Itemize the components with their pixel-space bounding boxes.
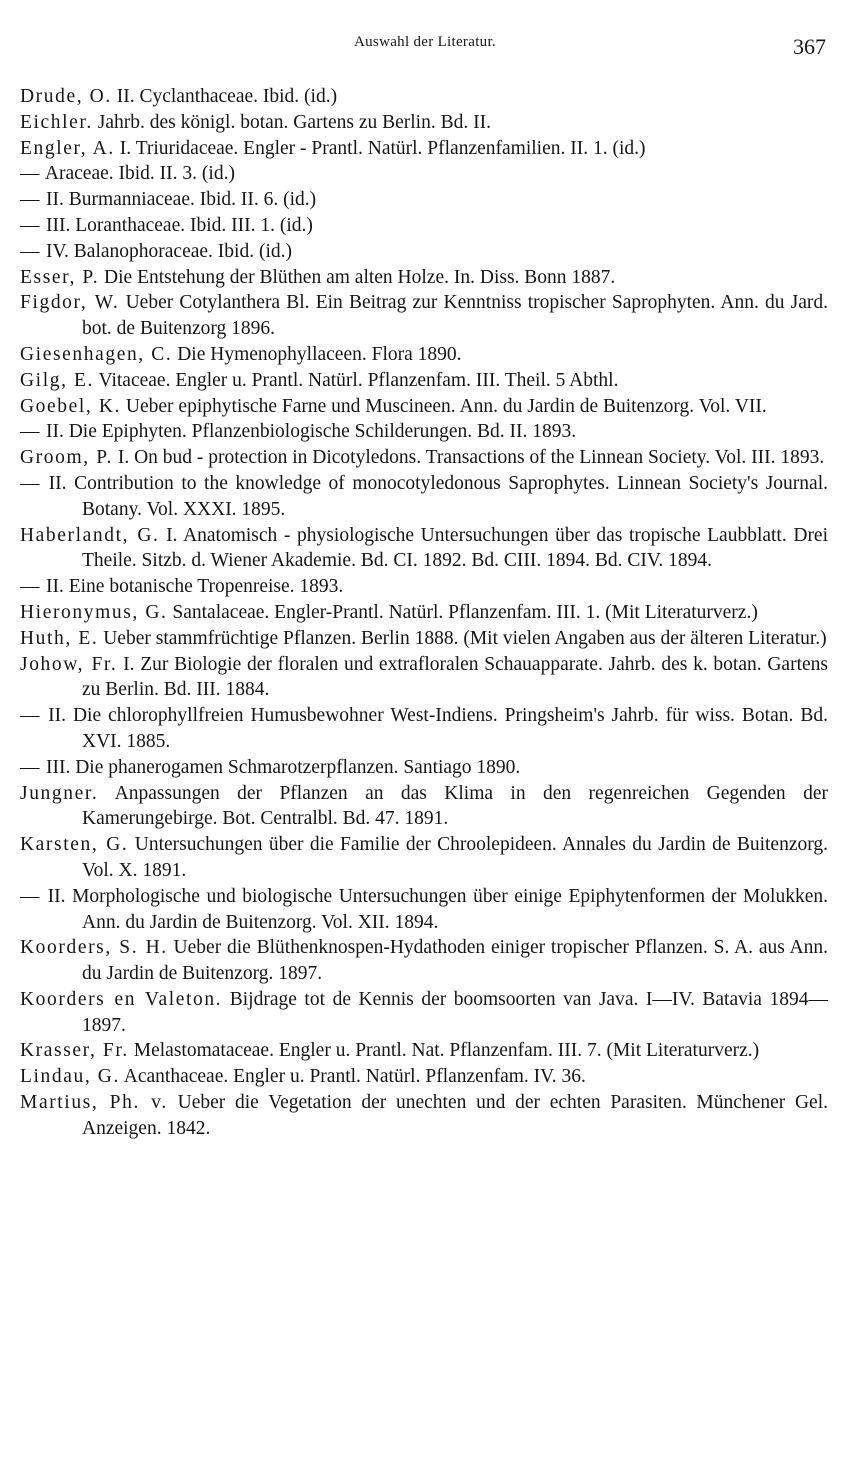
- entry-text: Santalaceae. Engler-Prantl. Natürl. Pflanzenfam. III. 1. (Mit Literaturverz.): [172, 601, 758, 623]
- bibliography-entry: [20, 755, 828, 781]
- bibliography-entry: [20, 1038, 828, 1064]
- entry-text: II. Die chlorophyllfreien Humusbewohner West-Indiens. Pringsheim's Jahrb. für wiss. Botan. Bd. XVI. 1885.: [48, 705, 828, 752]
- entry-author: Martius, Ph. v.: [20, 1092, 168, 1114]
- bibliography-entry: [20, 832, 828, 884]
- entry-author: —: [20, 472, 42, 494]
- entry-text: Ueber Cotylanthera Bl. Ein Beitrag zur Kenntniss tropischer Saprophyten. Ann. du Jard. bot. de Buitenzorg 1896.: [82, 292, 829, 340]
- bibliography-entry: [20, 600, 828, 626]
- entry-text: II. Eine botanische Tropenreise. 1893.: [45, 576, 344, 598]
- bibliography-entry: [20, 574, 828, 600]
- bibliography-entry: [20, 935, 828, 987]
- entry-author: —: [20, 756, 42, 778]
- entry-author: Goebel, K.: [20, 395, 122, 417]
- entry-author: Figdor, W.: [20, 292, 120, 314]
- bibliography-entry: [20, 703, 828, 755]
- bibliography-list: [20, 84, 828, 1142]
- bibliography-entry: [20, 626, 828, 652]
- entry-author: Lindau, G.: [20, 1066, 120, 1088]
- entry-author: Koorders en Valeton.: [20, 988, 223, 1010]
- bibliography-entry: [20, 342, 828, 368]
- entry-author: —: [20, 576, 42, 598]
- bibliography-entry: [20, 471, 828, 523]
- entry-text: I. On bud - protection in Dicotyledons. Transactions of the Linnean Society. Vol. III. 1893.: [117, 447, 825, 469]
- bibliography-entry: [20, 161, 828, 187]
- bibliography-entry: [20, 213, 828, 239]
- bibliography-entry: [20, 187, 828, 213]
- entry-text: Die Hymenophyllaceen. Flora 1890.: [177, 343, 462, 365]
- entry-text: Die Entstehung der Blüthen am alten Holze. In. Diss. Bonn 1887.: [104, 266, 616, 288]
- entry-text: Ueber die Vegetation der unechten und der echten Parasiten. Münchener Gel. Anzeigen. 1842.: [82, 1092, 829, 1139]
- entry-author: Haberlandt, G.: [20, 524, 160, 546]
- entry-text: IV. Balanophoraceae. Ibid. (id.): [45, 240, 292, 262]
- bibliography-entry: [20, 419, 828, 445]
- bibliography-entry: [20, 368, 828, 394]
- bibliography-entry: [20, 523, 828, 575]
- entry-author: Groom, P.: [20, 447, 113, 469]
- entry-text: II. Burmanniaceae. Ibid. II. 6. (id.): [45, 189, 317, 211]
- entry-author: Hieronymus, G.: [20, 601, 168, 623]
- entry-author: Eichler.: [20, 111, 93, 133]
- entry-author: Karsten, G.: [20, 834, 129, 856]
- entry-text: Vitaceae. Engler u. Prantl. Natürl. Pflanzenfam. III. Theil. 5 Abthl.: [98, 369, 619, 391]
- entry-text: I. Triuridaceae. Engler - Prantl. Natürl. Pflanzenfamilien. II. 1. (id.): [119, 137, 646, 159]
- bibliography-entry: [20, 110, 828, 136]
- entry-author: —: [20, 421, 42, 443]
- bibliography-entry: [20, 265, 828, 291]
- entry-text: II. Die Epiphyten. Pflanzenbiologische Schilderungen. Bd. II. 1893.: [45, 421, 577, 443]
- entry-text: Anpassungen der Pflanzen an das Klima in den regenreichen Gegenden der Kamerungebirge. Bot. Centralbl. Bd. 47. 1891.: [82, 782, 828, 830]
- entry-author: —: [20, 163, 42, 185]
- entry-text: II. Contribution to the knowledge of monocotyledonous Saprophytes. Linnean Society's Journal. Botany. Vol. XXXI. 1895.: [48, 472, 828, 520]
- bibliography-entry: [20, 987, 828, 1039]
- bibliography-entry: [20, 1064, 828, 1090]
- bibliography-entry: [20, 239, 828, 265]
- bibliography-entry: [20, 1090, 828, 1142]
- entry-text: Ueber epiphytische Farne und Muscineen. Ann. du Jardin de Buitenzorg. Vol. VII.: [125, 395, 767, 417]
- entry-text: Ueber die Blüthenknospen-Hydathoden einiger tropischer Pflanzen. S. A. aus Ann. du Jardin de Buitenzorg. 1897.: [82, 937, 828, 985]
- entry-text: Araceae. Ibid. II. 3. (id.): [44, 163, 235, 185]
- entry-author: Johow, Fr.: [20, 653, 118, 675]
- entry-author: Koorders, S. H.: [20, 937, 168, 959]
- entry-text: III. Die phanerogamen Schmarotzerpflanzen. Santiago 1890.: [45, 756, 521, 778]
- entry-text: II. Cyclanthaceae. Ibid. (id.): [116, 86, 338, 107]
- entry-author: —: [20, 240, 42, 262]
- entry-author: Krasser, Fr.: [20, 1040, 129, 1062]
- bibliography-entry: [20, 394, 828, 420]
- entry-author: —: [20, 214, 42, 236]
- entry-author: Drude, O.: [20, 86, 112, 107]
- entry-text: II. Morphologische und biologische Untersuchungen über einige Epiphytenformen der Molukken. Ann. du Jardin de Buitenzorg. Vol. XII. 1894.: [47, 885, 828, 933]
- entry-author: Engler, A.: [20, 137, 115, 159]
- entry-author: —: [20, 705, 42, 727]
- entry-text: Ueber stammfrüchtige Pflanzen. Berlin 1888. (Mit vielen Angaben aus der älteren Literatur.): [103, 627, 827, 649]
- bibliography-entry: [20, 884, 828, 936]
- entry-text: I. Anatomisch - physiologische Untersuchungen über das tropische Laubblatt. Drei Theile. Sitzb. d. Wiener Akademie. Bd. CI. 1892. Bd. CIII. 1894. Bd. CIV. 1894.: [82, 524, 829, 572]
- entry-text: III. Loranthaceae. Ibid. III. 1. (id.): [45, 214, 313, 236]
- entry-author: Esser, P.: [20, 266, 100, 288]
- bibliography-entry: [20, 652, 828, 704]
- entry-text: Bijdrage tot de Kennis der boomsoorten van Java. I—IV. Batavia 1894—1897.: [82, 988, 829, 1036]
- entry-text: Jahrb. des königl. botan. Gartens zu Berlin. Bd. II.: [97, 111, 491, 133]
- bibliography-entry: [20, 290, 828, 342]
- entry-text: Melastomataceae. Engler u. Prantl. Nat. Pflanzenfam. III. 7. (Mit Literaturverz.): [133, 1040, 760, 1062]
- entry-author: Huth, E.: [20, 627, 99, 649]
- entry-author: Jungner.: [20, 782, 99, 804]
- entry-author: —: [20, 189, 42, 211]
- bibliography-entry: [20, 84, 828, 110]
- entry-author: Gilg, E.: [20, 369, 95, 391]
- page-number: 367: [793, 34, 826, 59]
- entry-author: —: [20, 885, 42, 907]
- bibliography-entry: [20, 136, 828, 162]
- entry-text: Acanthaceae. Engler u. Prantl. Natürl. Pflanzenfam. IV. 36.: [123, 1066, 586, 1088]
- entry-author: Giesenhagen, C.: [20, 343, 173, 365]
- entry-text: I. Zur Biologie der floralen und extrafloralen Schauapparate. Jahrb. des k. botan. Gartens zu Berlin. Bd. III. 1884.: [82, 653, 828, 701]
- bibliography-entry: [20, 445, 828, 471]
- bibliography-entry: [20, 781, 828, 833]
- entry-text: Untersuchungen über die Familie der Chroolepideen. Annales du Jardin de Buitenzorg. Vol. X. 1891.: [82, 834, 828, 881]
- running-title: Auswahl der Literatur.: [354, 34, 496, 50]
